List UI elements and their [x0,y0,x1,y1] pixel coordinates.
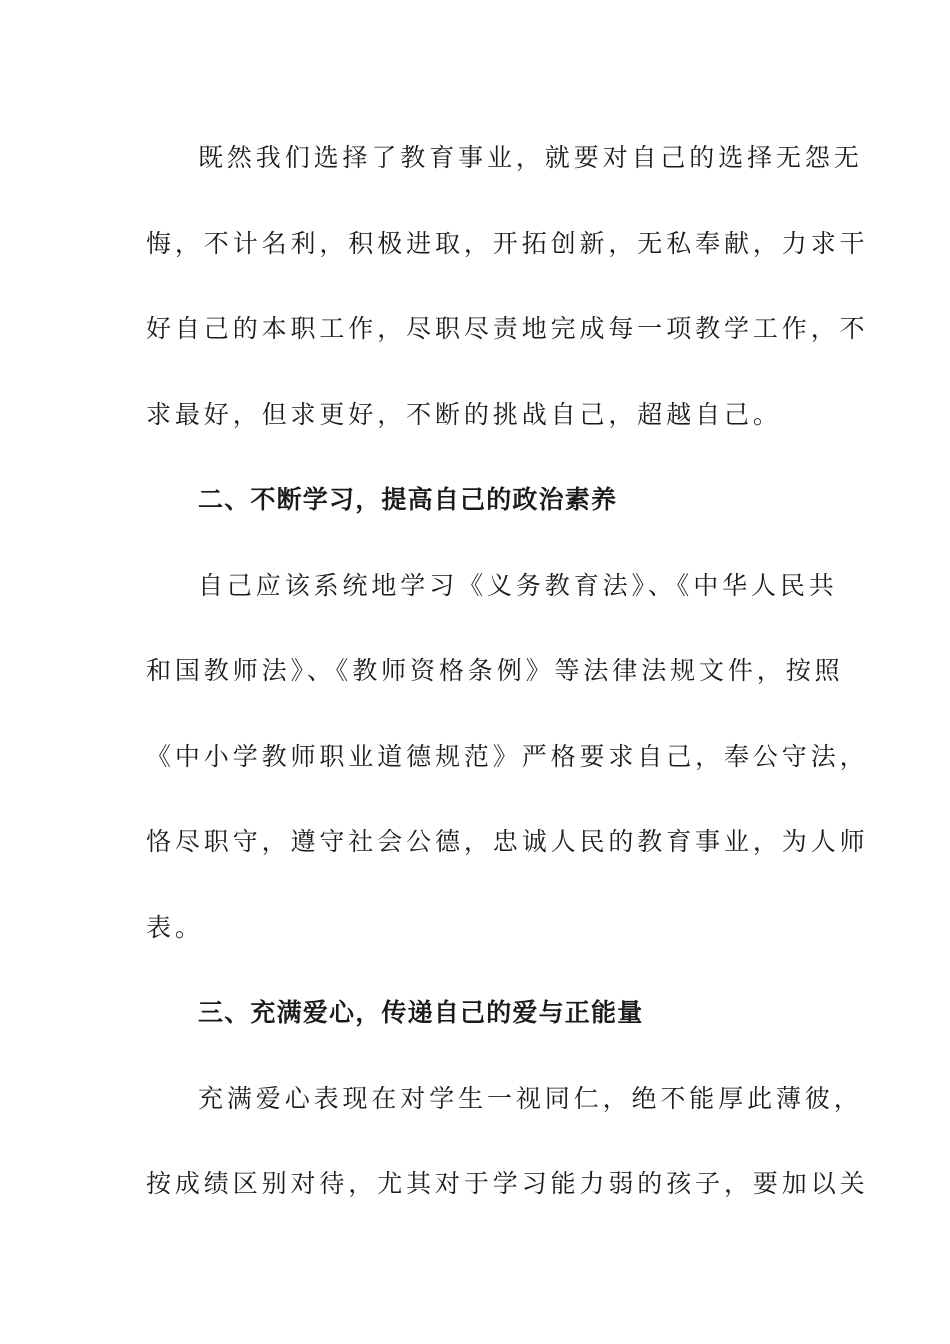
paragraph-line: 按成绩区别对待，尤其对于学习能力弱的孩子，要加以关 [146,1169,869,1198]
paragraph-line: 自己应该系统地学习《义务教育法》、《中华人民共 [198,570,838,600]
paragraph-line: 和国教师法》、《教师资格条例》等法律法规文件，按照 [146,656,844,685]
document-body [146,132,869,1244]
section-heading: 三、充满爱心，传递自己的爱与正能量 [198,998,644,1027]
paragraph-line: 恪尽职守，遵守社会公德，忠诚人民的教育事业，为人师 [146,827,869,856]
section-heading: 二、不断学习，提高自己的政治素养 [198,485,618,514]
paragraph-line: 好自己的本职工作，尽职尽责地完成每一项教学工作，不 [146,314,869,343]
paragraph-line: 《中小学教师职业道德规范》严格要求自己，奉公守法， [146,741,869,771]
paragraph-line: 充满爱心表现在对学生一视同仁，绝不能厚此薄彼， [198,1083,863,1113]
paragraph-line: 求最好，但求更好，不断的挑战自己，超越自己。 [146,399,782,429]
paragraph-line: 表。 [146,912,204,942]
paragraph-line: 悔，不计名利，积极进取，开拓创新，无私奉献，力求干 [146,228,869,258]
paragraph-line: 既然我们选择了教育事业，就要对自己的选择无怨无 [198,143,863,172]
